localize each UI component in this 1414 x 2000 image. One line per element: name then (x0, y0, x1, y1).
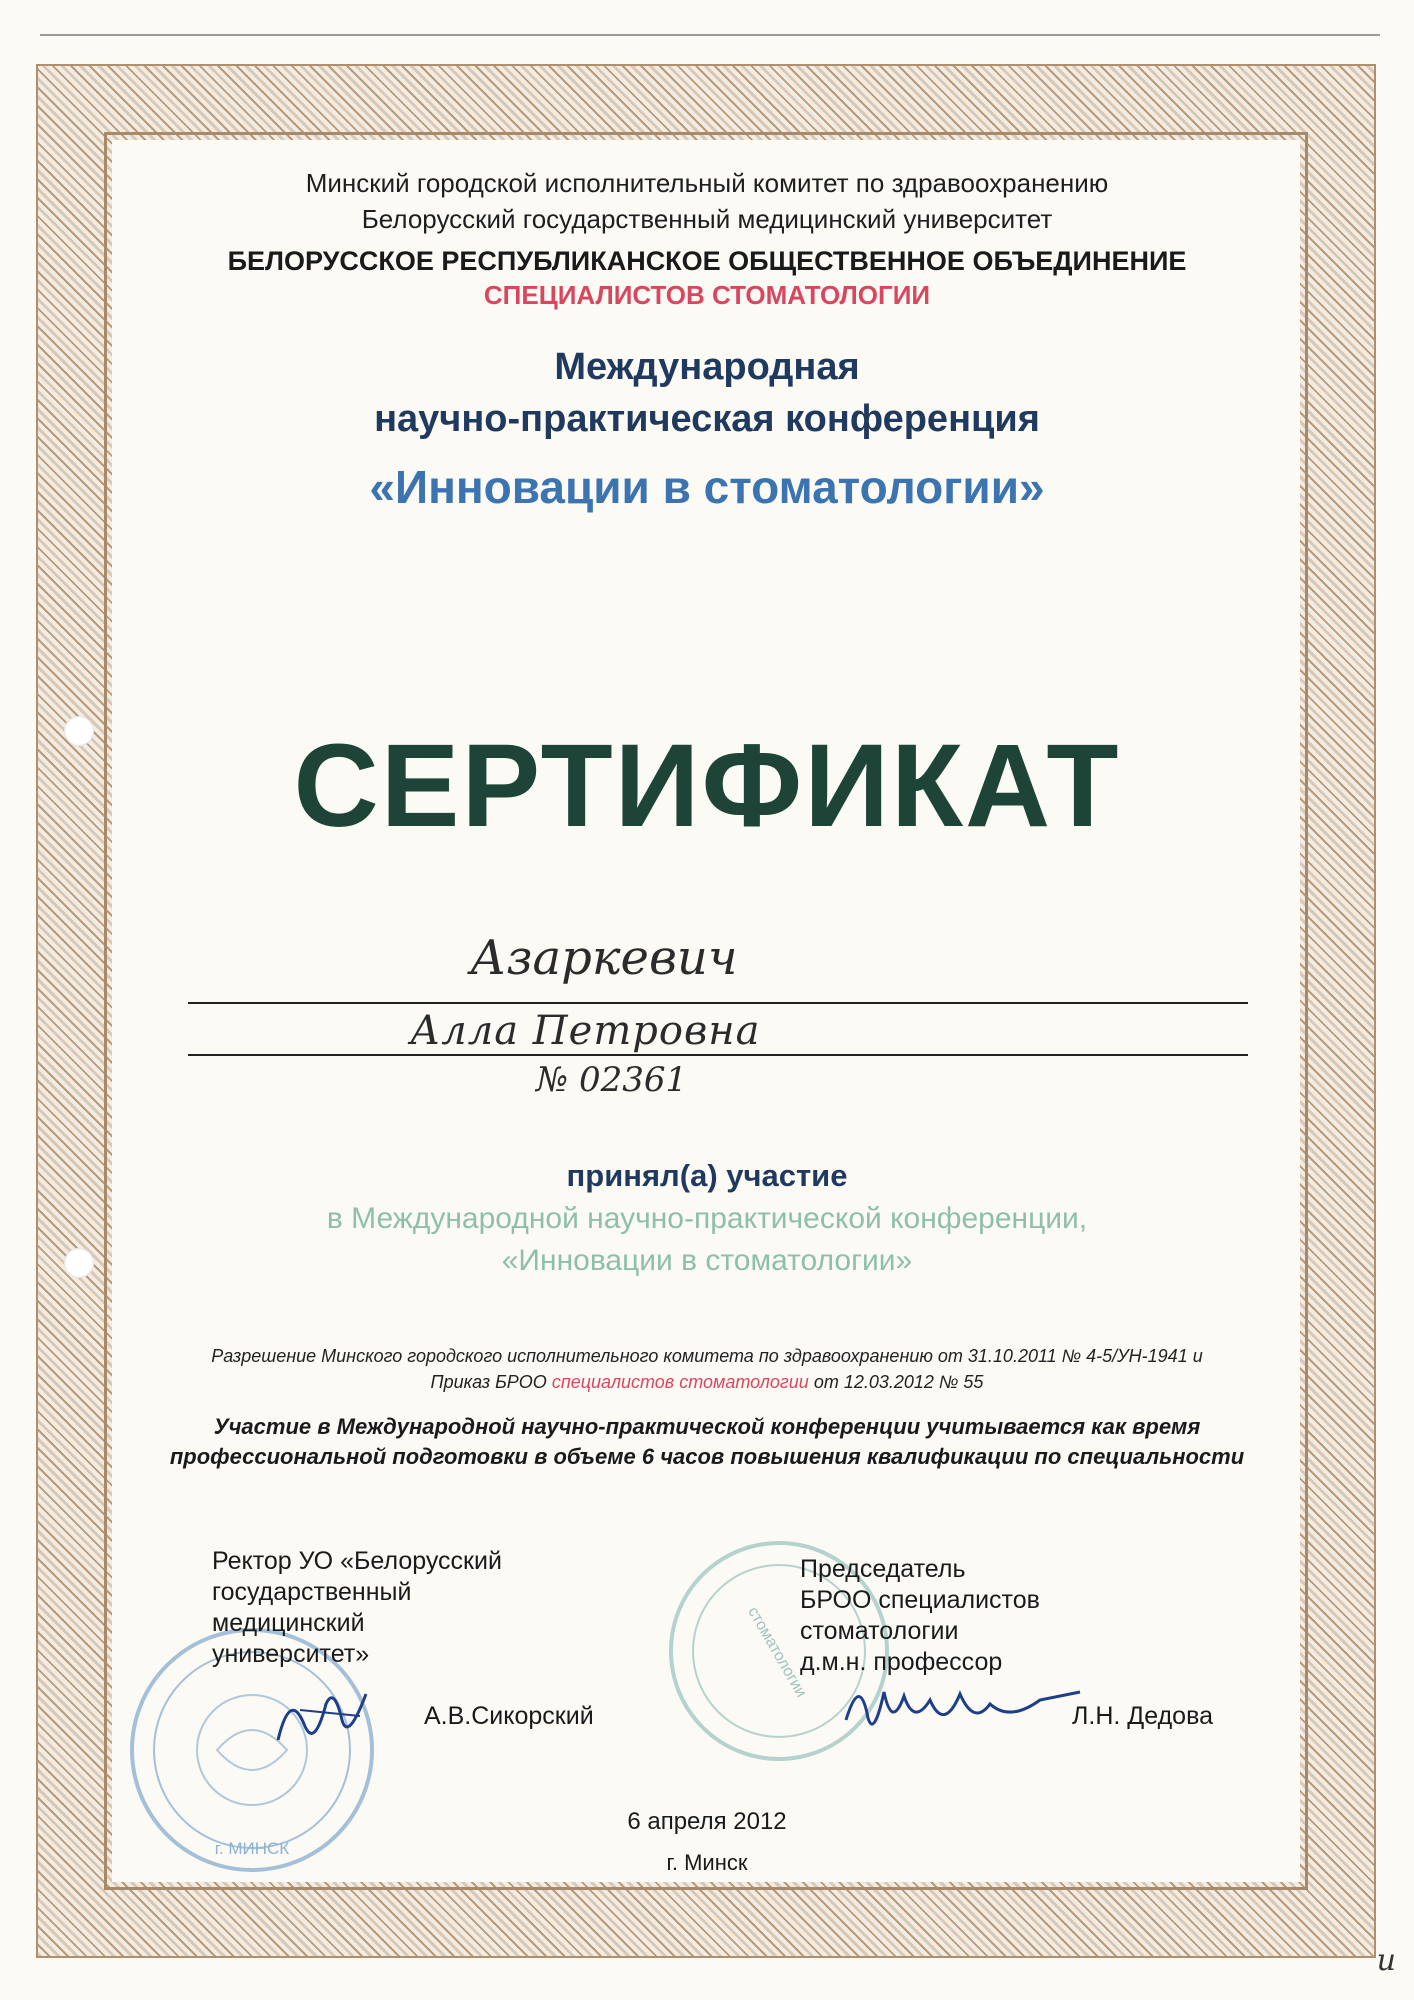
permission-line-2 (0, 1372, 1414, 1393)
note-line-2: профессиональной подготовки в объеме 6 часов повышения квалификации по специальности (169, 1444, 1245, 1469)
permission-order-prefix: Приказ БРОО (430, 1372, 552, 1392)
top-rule (40, 34, 1380, 36)
participation-line-1: принял(а) участие (566, 1158, 848, 1193)
handwritten-name: Алла Петровна (410, 1008, 761, 1054)
right-signatory-title: Председатель БРОО специалистов стоматологии д.м.н. профессор (800, 1555, 1040, 1676)
permission-line-1: Разрешение Минского городского исполнительного комитета по здравоохранению от 31.10.2011 № 4-5/УН-1941 и (211, 1346, 1203, 1366)
participation-line-2: в Международной научно-практической конференции, (326, 1202, 1088, 1235)
signature-right-icon (840, 1670, 1090, 1750)
right-signatory-name: Л.Н. Дедова (1072, 1702, 1213, 1730)
stamp-left-text: г. МИНСК (214, 1839, 290, 1858)
left-signatory-name: А.В.Сикорский (424, 1702, 594, 1730)
note-line-1: Участие в Международной научно-практической конференции учитывается как время (213, 1414, 1201, 1439)
handwritten-surname: Азаркевич (470, 930, 738, 986)
name-underline-1 (188, 1002, 1248, 1004)
margin-handwritten-mark: и (1376, 1943, 1396, 1978)
permission-org: специалистов стоматологии (551, 1372, 809, 1392)
participation-line-3: «Инновации в стоматологии» (501, 1244, 913, 1277)
permission-order-suffix: от 12.03.2012 № 55 (808, 1372, 984, 1392)
certificate-title: СЕРТИФИКАТ (293, 720, 1121, 852)
stamp-right-text: стоматологии (744, 1604, 810, 1701)
name-underline-2 (188, 1054, 1248, 1056)
conference-line-2: научно-практическая конференция (374, 398, 1040, 440)
conference-line-1: Международная (554, 346, 860, 388)
org-line-4: СПЕЦИАЛИСТОВ СТОМАТОЛОГИИ (483, 280, 931, 310)
signature-left-icon (270, 1680, 380, 1760)
org-line-2: Белорусский государственный медицинский университет (361, 204, 1053, 234)
handwritten-number: № 02361 (536, 1060, 688, 1100)
conference-title: «Инновации в стоматологии» (369, 461, 1045, 513)
org-line-3: БЕЛОРУССКОЕ РЕСПУБЛИКАНСКОЕ ОБЩЕСТВЕННОЕ ОБЪЕДИНЕНИЕ (227, 246, 1187, 276)
org-line-1: Минский городской исполнительный комитет по здравоохранению (305, 168, 1109, 198)
left-signatory-title: Ректор УО «Белорусский государственный медицинский университет» (212, 1547, 502, 1668)
issue-date: 6 апреля 2012 (627, 1808, 787, 1835)
issue-city: г. Минск (666, 1850, 748, 1875)
